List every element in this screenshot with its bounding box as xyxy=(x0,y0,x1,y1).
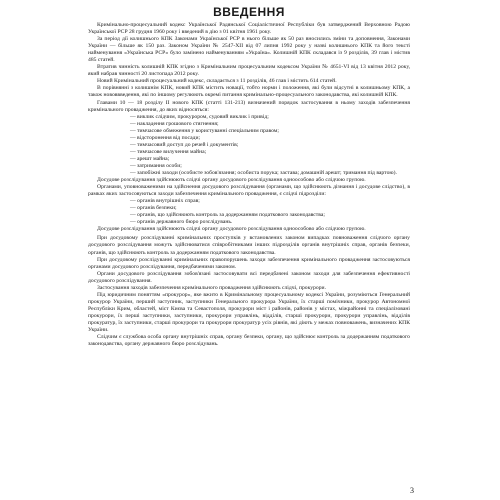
paragraph: Новий Кримінальний процесуальний кодекс, складається з 11 розділів, 46 глав і містить 614 статей. xyxy=(97,78,337,85)
page-title: ВВЕДЕННЯ xyxy=(213,5,285,19)
list-item: — тимчасовий доступ до речей і документів; xyxy=(130,141,239,148)
paragraph: Слідчим є службова особа органу внутрішніх справ, органу безпеки, органу, що здійснює контроль за додержанням податкового законодавства, органу державного бюро розслідувань. xyxy=(88,334,410,348)
paragraph: Застосування заходів забезпечення кримінального провадження здійснюють слідчі, прокурори. xyxy=(97,284,326,291)
list-item: — органів безпеки; xyxy=(130,205,177,212)
paragraph: Під юридичним поняттям «прокурор», яке вжито в Кримінальному процесуальному кодексі України, розуміються Генеральний прокурор України, перший заступник, заступники Генерального прокурора України, їх старші помічники, прокурор Автономної Республіки Крим, областей, міст Києва та Севастополя, прокурори міст і районів, районів у містах, міжрайонні та спеціалізовані прокурори, їх перші заступники, заступники, прокурори управлінь, відділів, старші прокурори, прокурори управлінь, відділів прокуратур, їх заступники, старші прокурори та прокурори прокуратур усіх рівнів, які діють у межах повноважень, визначених КПК України. xyxy=(88,291,410,334)
body-text xyxy=(88,22,410,348)
paragraph: Органами, уповноваженими на здійснення досудового розслідування (органами, що здійснюють дізнання і досудове слідство), в рамках яких застосовуються заходи забезпечення кримінального провадження, є слідчі підрозділи: xyxy=(88,184,410,198)
paragraph: При досудовому розслідуванні кримінальних правопорушень заходи забезпечення кримінального провадження застосовуються органами досудового розслідування, передбаченими законом. xyxy=(88,256,410,270)
paragraph: Втратив чинність колишній КПК згідно з Кримінальним процесуальним кодексом України № 4651-VI від 13 квітня 2012 року, який набрав чинності 20 листопада 2012 року. xyxy=(88,64,410,78)
list-item: — тимчасове вилучення майна; xyxy=(130,148,207,155)
list-item: — органів державного бюро розслідувань. xyxy=(130,219,233,226)
document-page xyxy=(88,0,410,500)
list-item: — накладення грошового стягнення; xyxy=(130,120,219,127)
paragraph: Досудове розслідування здійснюють слідчі органу досудового розслідування одноособово або слідчою групою. xyxy=(97,226,366,233)
list-item: — відсторонення від посади; xyxy=(130,134,201,141)
list-item: — арешт майна; xyxy=(130,155,170,162)
list-item: — затримання особи; xyxy=(130,162,182,169)
paragraph: В порівнянні з колишнім КПК, новий КПК містить новації, тобто норми і положення, які були відсутні в колишньому КПК, а також нововвведення, які по іншому регулюють окремі питання кримінально-процесуального законодавства, які колишній КПК. xyxy=(88,85,410,99)
list-item: — органів внутрішніх справ; xyxy=(130,198,200,205)
paragraph: При досудовому розслідуванні кримінальних проступків у встановлених законом випадках повноваження слідчого органу досудового розслідування можуть здійснюватися співробітниками інших підрозділів органів внутрішніх справ, органів безпеки, органів, що здійснюють контроль за додержанням податкового законодавства. xyxy=(88,235,410,256)
page-number: 3 xyxy=(410,486,414,495)
paragraph: Главами 10 — 18 розділу II нового КПК (статті 131-213) визначений порядок застосування в ньому заходів забезпечення кримінального провадження, до яких відносяться: xyxy=(88,99,410,113)
list-item: — органів, що здійснюють контроль за додержанням податкового законодавства; xyxy=(130,212,325,219)
list-item: — виклик слідчим, прокурором, судовий виклик і привід; xyxy=(130,113,269,120)
paragraph: Досудове розслідування здійснюють слідчі органу досудового розслідування одноособово або слідчою групою. xyxy=(97,177,366,184)
paragraph: Органи досудового розслідування зобов'язані застосовувати всі передбачені законом заходи для забезпечення ефективності досудового розслідування. xyxy=(88,270,410,284)
paragraph: За період дії колишнього КПК Законами Української РСР в нього більше як 50 раз вносились зміни та доповнення, Законами України — більше як 150 раз. Законом України № 2547-XII від 07 липня 1992 року у назві колишнього КПК та його тексті найменування «Українська РСР» було замінено найменуванням «Україна». Колишній КПК складався із 9 розділів, 39 глав і містив 485 статей. xyxy=(88,36,410,64)
paragraph: Кримінально-процесуальний кодекс Української Радянської Соціалістичної Республіки був затверджений Верховною Радою Української РСР 28 грудня 1960 року і введений в дію з 01 квітня 1961 року. xyxy=(88,22,410,36)
list-item: — запобіжні заходи (особисте зобов'язання; особиста порука; застава; домашній арешт; тримання під вартою). xyxy=(130,169,397,176)
list-item: — тимчасове обмеження у користуванні спеціальним правом; xyxy=(130,127,279,134)
